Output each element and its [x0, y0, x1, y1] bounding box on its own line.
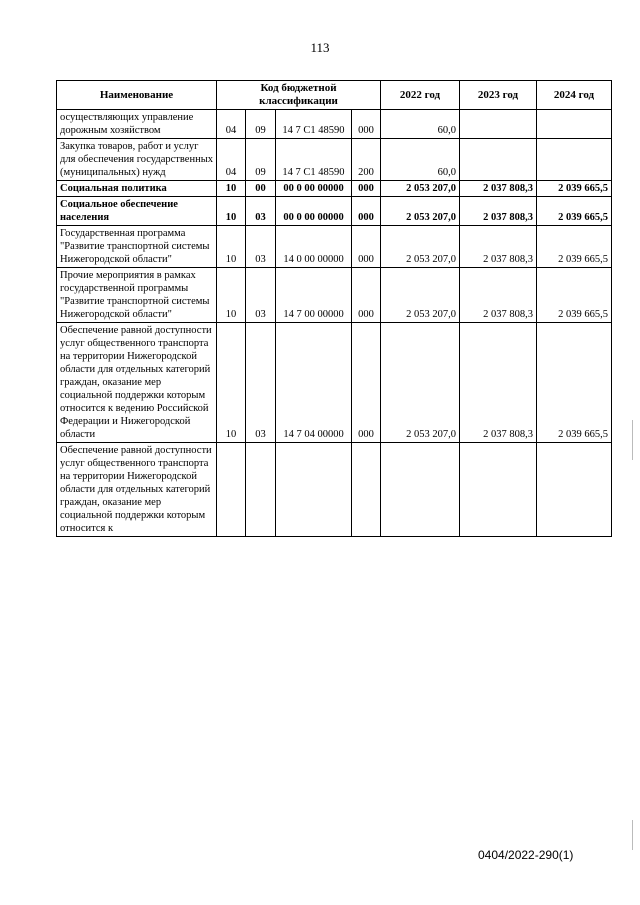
cell-subsection [246, 443, 276, 537]
cell-2024: 2 039 665,5 [537, 197, 612, 226]
cell-target-article [276, 443, 352, 537]
scan-edge-mark [632, 420, 633, 460]
cell-section: 10 [217, 226, 246, 268]
table-row [57, 443, 612, 537]
cell-expense-type [352, 443, 381, 537]
cell-2023 [460, 139, 537, 181]
cell-target-article: 14 0 00 00000 [276, 226, 352, 268]
cell-2024 [537, 139, 612, 181]
cell-expense-type: 000 [352, 323, 381, 443]
cell-name: Обеспечение равной доступности услуг общественного транспорта на территории Нижегородской области для отдельных категорий граждан, оказание мер социальной поддержки которым относится к ведению Российской Федерации и Нижегородской области [57, 323, 217, 443]
cell-2022: 2 053 207,0 [381, 197, 460, 226]
table-body [57, 110, 612, 537]
cell-section: 10 [217, 268, 246, 323]
table-row [57, 268, 612, 323]
cell-name: Обеспечение равной доступности услуг общественного транспорта на территории Нижегородской области для отдельных категорий граждан, оказание мер социальной поддержки которым относится к [57, 443, 217, 537]
cell-expense-type: 000 [352, 110, 381, 139]
cell-2024 [537, 110, 612, 139]
cell-section: 10 [217, 181, 246, 197]
cell-2023 [460, 443, 537, 537]
cell-subsection: 00 [246, 181, 276, 197]
cell-2022: 2 053 207,0 [381, 226, 460, 268]
cell-2024: 2 039 665,5 [537, 268, 612, 323]
cell-2024: 2 039 665,5 [537, 323, 612, 443]
cell-name: Государственная программа "Развитие транспортной системы Нижегородской области" [57, 226, 217, 268]
cell-2022: 60,0 [381, 139, 460, 181]
table-row [57, 181, 612, 197]
cell-subsection: 09 [246, 110, 276, 139]
table-row [57, 323, 612, 443]
cell-target-article: 00 0 00 00000 [276, 181, 352, 197]
cell-name: Социальная политика [57, 181, 217, 197]
cell-2023: 2 037 808,3 [460, 323, 537, 443]
cell-target-article: 14 7 С1 48590 [276, 139, 352, 181]
cell-2023: 2 037 808,3 [460, 268, 537, 323]
header-2024: 2024 год [537, 81, 612, 110]
document-code: 0404/2022-290(1) [478, 848, 574, 862]
table-row [57, 139, 612, 181]
header-code: Код бюджетной классификации [217, 81, 381, 110]
cell-2024 [537, 443, 612, 537]
cell-expense-type: 000 [352, 268, 381, 323]
cell-section: 10 [217, 197, 246, 226]
cell-expense-type: 000 [352, 181, 381, 197]
scan-edge-mark [632, 820, 633, 850]
cell-expense-type: 000 [352, 197, 381, 226]
cell-target-article: 00 0 00 00000 [276, 197, 352, 226]
page-number: 113 [310, 40, 330, 55]
cell-target-article: 14 7 С1 48590 [276, 110, 352, 139]
cell-2024: 2 039 665,5 [537, 226, 612, 268]
cell-section: 10 [217, 323, 246, 443]
cell-2022: 2 053 207,0 [381, 268, 460, 323]
cell-name: осуществляющих управление дорожным хозяйством [57, 110, 217, 139]
header-name: Наименование [57, 81, 217, 110]
table-row [57, 197, 612, 226]
cell-2023: 2 037 808,3 [460, 181, 537, 197]
cell-name: Социальное обеспечение населения [57, 197, 217, 226]
cell-2023 [460, 110, 537, 139]
table-row [57, 226, 612, 268]
cell-2022: 2 053 207,0 [381, 323, 460, 443]
cell-name: Прочие мероприятия в рамках государственной программы "Развитие транспортной системы Нижегородской области" [57, 268, 217, 323]
header-2023: 2023 год [460, 81, 537, 110]
cell-2022: 60,0 [381, 110, 460, 139]
cell-subsection: 03 [246, 197, 276, 226]
cell-2022 [381, 443, 460, 537]
cell-expense-type: 000 [352, 226, 381, 268]
cell-target-article: 14 7 00 00000 [276, 268, 352, 323]
cell-2023: 2 037 808,3 [460, 197, 537, 226]
cell-name: Закупка товаров, работ и услуг для обеспечения государственных (муниципальных) нужд [57, 139, 217, 181]
budget-table [56, 80, 612, 537]
cell-section [217, 443, 246, 537]
cell-subsection: 09 [246, 139, 276, 181]
cell-section: 04 [217, 110, 246, 139]
cell-2023: 2 037 808,3 [460, 226, 537, 268]
cell-section: 04 [217, 139, 246, 181]
cell-subsection: 03 [246, 226, 276, 268]
cell-subsection: 03 [246, 323, 276, 443]
cell-expense-type: 200 [352, 139, 381, 181]
table-row [57, 110, 612, 139]
cell-target-article: 14 7 04 00000 [276, 323, 352, 443]
cell-subsection: 03 [246, 268, 276, 323]
cell-2024: 2 039 665,5 [537, 181, 612, 197]
header-2022: 2022 год [381, 81, 460, 110]
cell-2022: 2 053 207,0 [381, 181, 460, 197]
table-header-row [57, 81, 612, 110]
